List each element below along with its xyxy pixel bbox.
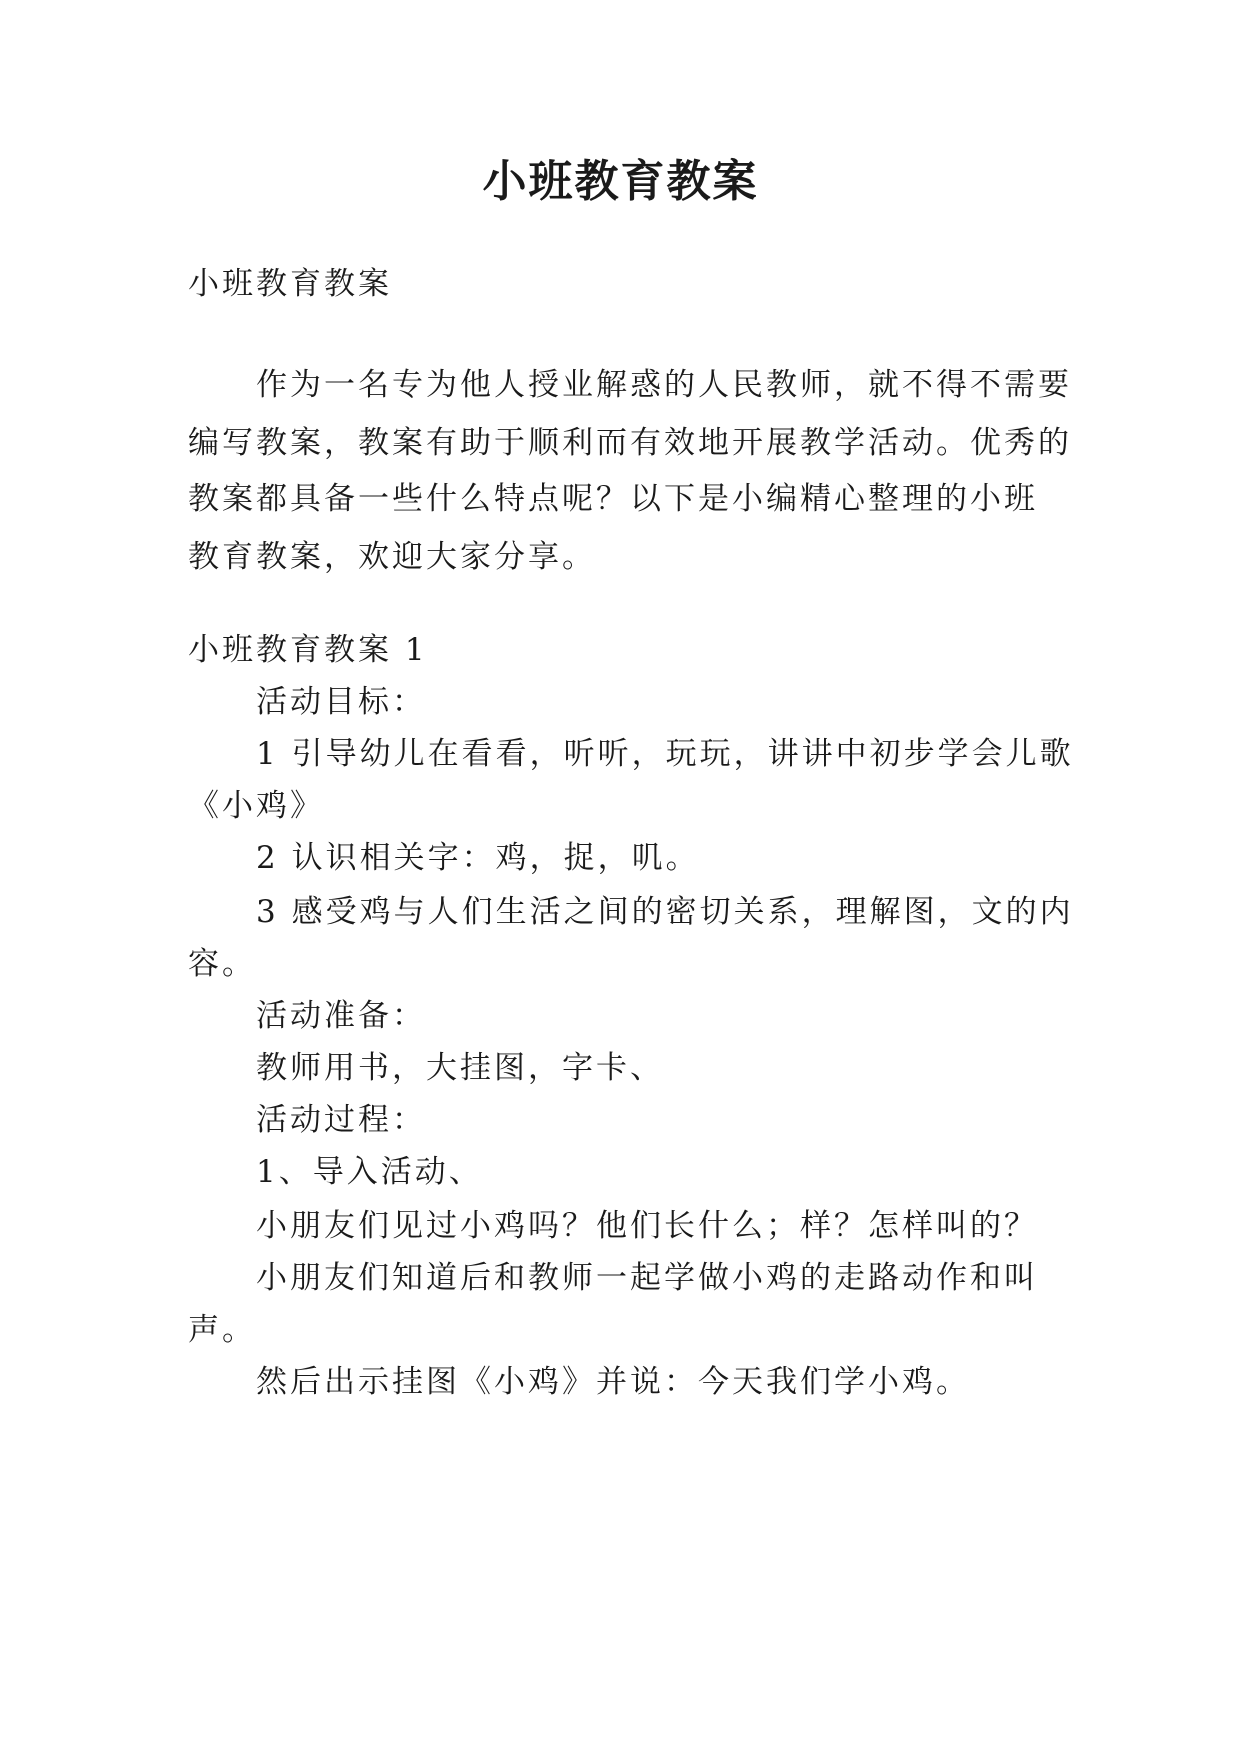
document-title: 小班教育教案 bbox=[482, 156, 759, 207]
body-line: 3 感受鸡与人们生活之间的密切关系，理解图，文的内 bbox=[256, 894, 1074, 930]
intro-line: 教案都具备一些什么特点呢？以下是小编精心整理的小班 bbox=[188, 481, 1038, 517]
body-line: 活动准备： bbox=[256, 998, 426, 1034]
body-line: 1、导入活动、 bbox=[256, 1154, 483, 1190]
body-line: 声。 bbox=[188, 1312, 256, 1348]
intro-line: 教育教案，欢迎大家分享。 bbox=[188, 539, 596, 575]
body-line: 活动过程： bbox=[256, 1102, 426, 1138]
body-line: 容。 bbox=[188, 946, 256, 982]
body-line: 小朋友们知道后和教师一起学做小鸡的走路动作和叫 bbox=[256, 1260, 1038, 1296]
intro-line: 编写教案，教案有助于顺利而有效地开展教学活动。优秀的 bbox=[188, 425, 1072, 461]
body-line: 然后出示挂图《小鸡》并说：今天我们学小鸡。 bbox=[256, 1364, 970, 1400]
section-heading: 小班教育教案 1 bbox=[188, 632, 428, 668]
body-line: 活动目标： bbox=[256, 684, 426, 720]
body-line: 小朋友们见过小鸡吗？他们长什么；样？怎样叫的？ bbox=[256, 1208, 1038, 1244]
intro-line: 作为一名专为他人授业解惑的人民教师，就不得不需要 bbox=[256, 367, 1072, 403]
body-line: 教师用书，大挂图，字卡、 bbox=[256, 1050, 664, 1086]
body-line: 1 引导幼儿在看看，听听，玩玩，讲讲中初步学会儿歌 bbox=[256, 736, 1074, 772]
document-subtitle: 小班教育教案 bbox=[188, 266, 392, 302]
body-line: 《小鸡》 bbox=[188, 788, 324, 824]
body-line: 2 认识相关字：鸡，捉，叽。 bbox=[256, 840, 700, 876]
